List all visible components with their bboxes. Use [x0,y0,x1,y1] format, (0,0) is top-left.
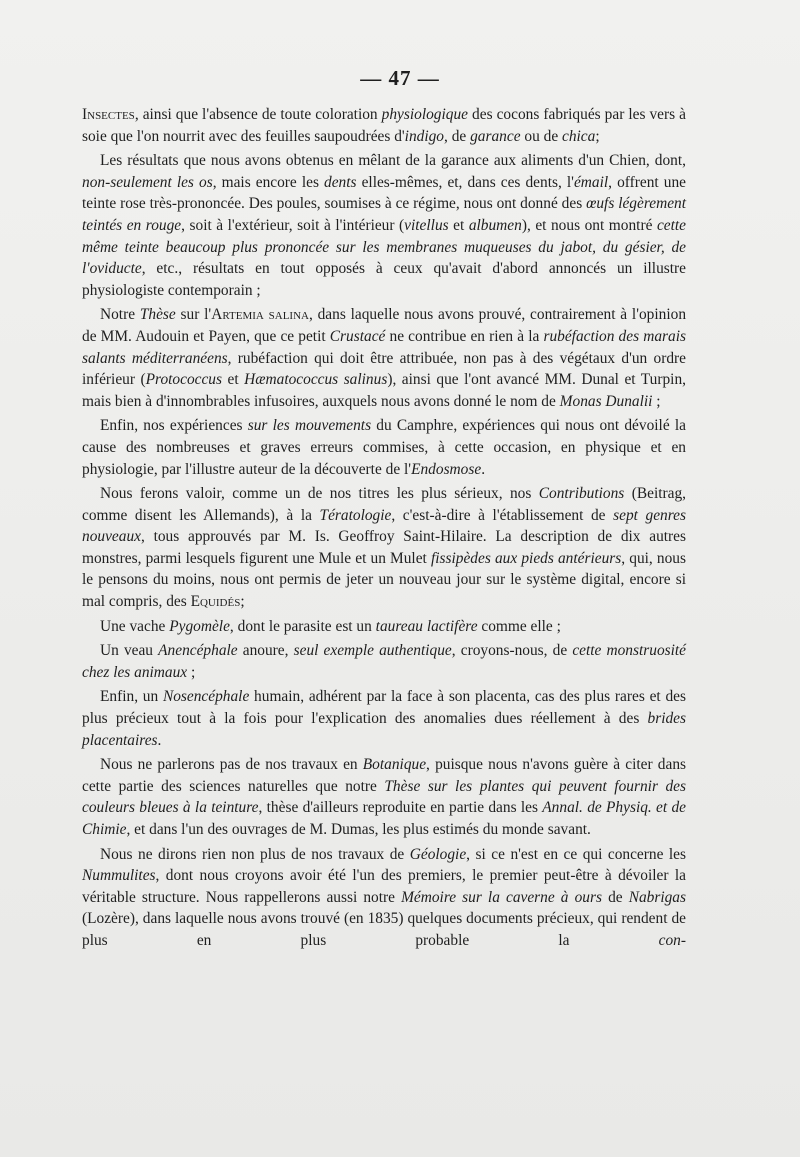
text-run: ), ainsi que l'ont avancé MM. Dunal et Turpin, mais bien à d'innombrables infusoires, auxquels nous avons donné le nom de [82,371,686,410]
text-run: . [157,731,162,749]
italic-text: Nummulites [82,867,156,885]
italic-text: rubéfaction des marais salants méditerranéens [82,327,686,367]
italic-text: Protococcus [145,371,222,389]
italic-text: Thèse [139,306,176,324]
text-run: de [601,888,629,906]
text-run: , mais encore les [212,173,325,191]
text-run: , thèse d'ailleurs reproduite en partie dans les [258,799,543,817]
text-run: (Beitrag, comme disent les Allemands), à la [82,485,686,524]
italic-text: non-seulement les os [82,173,213,191]
text-run: , c'est-à-dire à l'établissement de [391,506,614,524]
text-run: Nous ne dirons rien non plus de nos travaux de [100,845,410,863]
italic-text: chica [562,127,596,145]
italic-text: Monas Dunalii [559,392,653,410]
text-run: comme elle ; [477,617,561,635]
text-run: Enfin, un [100,688,163,706]
paragraph [82,844,686,952]
italic-text: Contributions [538,485,625,503]
italic-text: physiologique [381,106,469,123]
text-run: , offrent une teinte rose très-prononcée. Des poules, soumises à ce régime, nous ont donné des [82,173,686,213]
italic-text: Nabrigas [628,888,686,906]
italic-text: Endosmose [411,460,482,478]
text-run: ou de [520,127,562,145]
text-run: , croyons-nous, de [451,642,573,660]
text-run: Les résultats que nous avons obtenus en mêlant de la garance aux aliments d'un Chien, dont, [100,152,686,170]
body-text [82,104,686,955]
text-run: Enfin, nos expériences [100,417,248,435]
italic-text: garance [470,127,521,145]
italic-text: cette monstruosité chez les animaux [82,642,687,681]
italic-text: Géologie [409,845,467,863]
italic-text: Crustacé [329,327,386,345]
text-run: ; [187,663,196,681]
text-run: Un veau [100,642,159,660]
italic-text: Nosencéphale [162,688,250,706]
paragraph [82,415,686,480]
small-caps-text: Equidés [190,593,241,611]
italic-text: Annal. de Physiq. et de Chimie [82,799,686,838]
italic-text: vitellus [404,216,449,234]
text-run: , si ce n'est en ce qui concerne les [466,845,686,863]
italic-text: cette même teinte beaucoup plus prononcée sur les membranes muqueuses du jabot, du gésier, de l'oviducte [82,216,686,278]
italic-text: indigo [404,127,445,145]
page-number: — 47 — [360,66,440,90]
text-run: , et dans l'un des ouvrages de M. Dumas, les plus estimés du monde savant. [126,821,591,838]
text-run: ne contribue en rien à la [385,327,544,345]
text-run: , dont le parasite est un [229,617,376,635]
text-run: Nous ferons valoir, comme un de nos titres les plus sérieux, nos [100,485,539,503]
text-run: ; [595,127,600,145]
text-run: anoure, [237,642,294,660]
italic-text: œufs légèrement teintés en rouge [82,195,686,234]
italic-text: émail [573,173,609,191]
small-caps-text: Insectes [82,106,135,123]
text-run: (Lozère), dans laquelle nous avons trouvé (en 1835) quelques documents précieux, qui rendent de plus en plus probable la [82,910,686,949]
text-run: , rubéfaction qui doit être attribuée, non pas à des végétaux d'un ordre inférieur ( [82,349,686,389]
text-run: , tous approuvés par M. Is. Geoffroy Saint-Hilaire. La description de dix autres monstres, parmi lesquels figurent une Mule et un Mulet [82,528,686,567]
italic-text: Pygomèle [169,617,230,635]
italic-text: Thèse sur les plantes qui peuvent fournir des couleurs bleues à la teinture [82,777,686,817]
text-run: Notre [100,306,140,324]
paragraph [82,754,686,840]
italic-text: dents [324,173,357,191]
paragraph [82,150,686,301]
paragraph [82,483,686,613]
text-run: , dont nous croyons avoir été l'un des premiers, le premier peut-être à dévoiler la véritable structure. Nous rappellerons aussi notre [82,867,686,906]
italic-text: Mémoire sur la caverne à ours [401,888,602,906]
text-run: , etc., résultats en tout opposés à ceux qu'avait d'abord annoncés un illustre physiologiste contemporain ; [82,260,686,299]
text-run: elles-mêmes, et, dans ces dents, l' [356,173,574,191]
text-run: Une vache [100,617,170,635]
text-run: du Camphre, expériences qui nous ont dévoilé la cause des nombreuses et graves erreurs commises, à cette occasion, en physique et en physiologie, par l'illustre auteur de la découverte de l' [82,417,686,478]
text-run: et [448,216,469,234]
text-run: . [481,460,486,478]
text-run: , puisque nous n'avons guère à citer dans cette partie des sciences naturelles que notre [82,756,686,795]
italic-text: seul exemple authentique [293,642,452,660]
italic-text: sept genres nouveaux [82,506,686,546]
paragraph [82,104,686,147]
italic-text: albumen [468,216,522,234]
small-caps-text: Artemia salina [211,306,309,324]
italic-text: Botanique [362,756,427,774]
text-run: , dans laquelle nous avons prouvé, contrairement à l'opinion de MM. Audouin et Payen, que ce petit [82,306,687,345]
italic-text: brides placentaires [82,710,686,749]
text-run: , qui, nous le pensons du moins, nous ont permis de jeter un nouveau jour sur le système digital, encore si mal compris, des [82,549,686,611]
italic-text: Tératologie [319,506,392,524]
italic-text: Anencéphale [158,642,238,660]
italic-text: Hæmatococcus salinus [244,371,388,389]
text-run: et [221,371,245,389]
italic-text: sur les mouvements [247,417,372,435]
text-run: ; [240,593,245,611]
paragraph [82,640,686,683]
text-run: , soit à l'extérieur, soit à l'intérieur ( [181,216,405,234]
paragraph [82,304,686,412]
text-run: sur l' [175,306,212,324]
paragraph [82,686,686,751]
italic-text: fissipèdes aux pieds antérieurs [430,549,622,567]
text-run: Nous ne parlerons pas de nos travaux en [100,756,363,774]
paragraph [82,616,686,638]
text-run: ; [652,392,661,410]
italic-text: con- [658,931,686,949]
italic-text: taureau lactifère [375,617,478,635]
text-run: , ainsi que l'absence de toute coloration [134,106,382,123]
text-run: des cocons fabriqués par les vers à soie que l'on nourrit avec des feuilles saupoudrées d' [82,106,686,145]
text-run: ), et nous ont montré [521,216,657,234]
text-run: humain, adhérent par la face à son placenta, cas des plus rares et des plus précieux tout à la fois pour l'explication des anomalies dues réellement à des [82,688,686,728]
text-run: , de [444,127,471,145]
